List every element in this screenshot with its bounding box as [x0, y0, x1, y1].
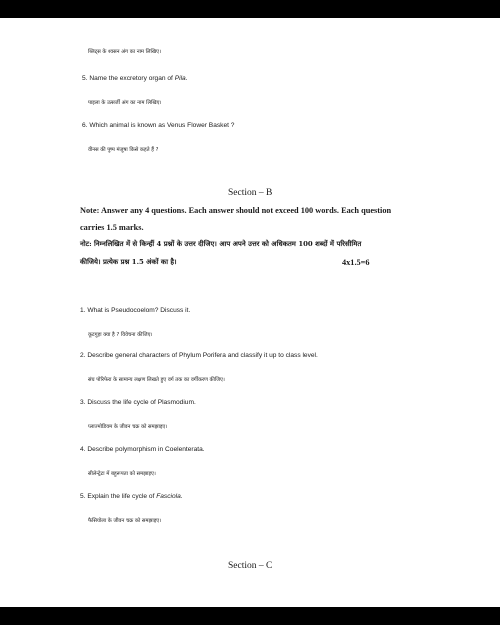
hindi-question-6: वीनस की पुष्प मंजूषा किसे कहते हैं ?: [88, 147, 159, 153]
b-question-5-text: 5. Explain the life cycle of: [80, 493, 157, 500]
bottom-black-border: [0, 607, 500, 625]
exam-page: [0, 18, 500, 607]
b-question-2: 2. Describe general characters of Phylum Porifera and classify it up to class level.: [80, 352, 318, 359]
hindi-question-4: ब्लिट्स के श्वसन अंग का नाम लिखिए।: [88, 49, 161, 55]
b-question-5-italic: Fasciola: [156, 493, 181, 500]
b-question-5-end: .: [180, 493, 183, 500]
question-6: 6. Which animal is known as Venus Flower Basket ?: [82, 122, 235, 129]
b-hindi-question-2: संघ पोरिफेरा के सामान्य लक्षण लिखते हुए वर्ग तक का वर्गीकरण कीजिए।: [88, 377, 225, 383]
hindi-question-5: पाइला के उत्सर्जी अंग का नाम लिखिए।: [88, 100, 162, 106]
top-black-border: [0, 0, 500, 18]
marks-scheme: 4x1.5=6: [342, 258, 370, 267]
section-b-heading: Section – B: [228, 188, 273, 198]
b-hindi-question-5: फैसियोला के जीवन चक्र को समझाइए।: [88, 518, 162, 524]
b-question-1: 1. What is Pseudocoelom? Discuss it.: [80, 307, 191, 314]
question-5-text: 5. Name the excretory organ of: [82, 75, 175, 82]
b-question-4: 4. Describe polymorphism in Coelenterata.: [80, 446, 205, 453]
hindi-note-line-1: नोट: निम्नलिखित में से किन्हीं 4 प्रश्नों के उत्तर दीजिए। आप अपने उत्तर को अधिकतम 100 शब्दों में परिसीमित: [80, 240, 362, 248]
note-line-2: carries 1.5 marks.: [80, 223, 144, 232]
b-question-3: 3. Discuss the life cycle of Plasmodium.: [80, 399, 196, 406]
question-5-italic: Pila: [174, 75, 186, 82]
section-c-heading: Section – C: [228, 561, 273, 571]
b-hindi-question-4: सीलेन्ट्रेटा में बहुरूपता को समझाइए।: [88, 471, 156, 477]
hindi-note-line-2: कीजिये। प्रत्येक प्रश्न 1.5 अंकों का है।: [80, 258, 177, 266]
question-5-end: .: [185, 75, 188, 82]
b-hindi-question-3: प्लाज्मोडियम के जीवन चक्र को समझाइए।: [88, 424, 168, 430]
b-hindi-question-1: कूटगुहा क्या है ? विवेचना कीजिए।: [88, 332, 153, 338]
b-question-5: [80, 493, 183, 500]
question-5: [82, 75, 188, 82]
note-line-1: Note: Answer any 4 questions. Each answer should not exceed 100 words. Each question: [80, 206, 392, 215]
